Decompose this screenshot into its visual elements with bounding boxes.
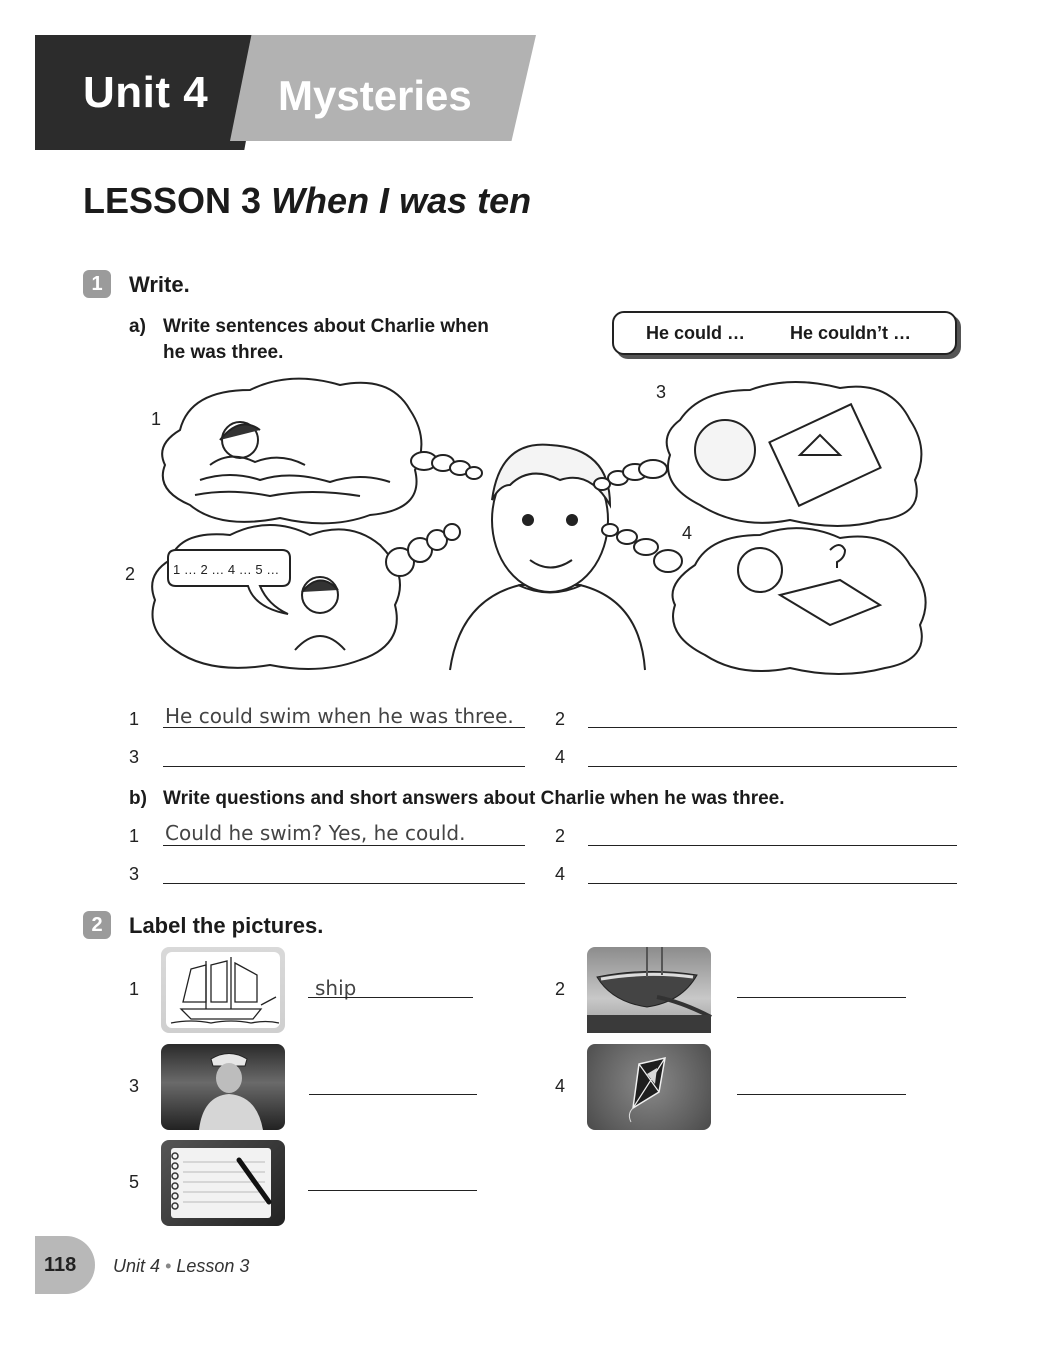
footer-breadcrumb <box>113 1256 249 1277</box>
picture-label-2: 2 <box>125 564 136 584</box>
kite-image <box>587 1044 711 1130</box>
boat-hull-image <box>587 947 711 1033</box>
answer-b-1-text: Could he swim? Yes, he could. <box>165 821 466 845</box>
part-b-instruction: Write questions and short answers about Charlie when he was three. <box>163 788 785 809</box>
lesson-label: LESSON 3 <box>83 180 262 221</box>
answer-a-num: 2 <box>555 709 566 729</box>
prompt-could: He could … <box>646 323 746 343</box>
answer-b-num: 2 <box>555 826 566 846</box>
prompt-box <box>612 311 957 355</box>
label-answer-1: ship <box>315 976 357 1000</box>
answer-b-2-line[interactable] <box>588 845 957 846</box>
label-item-num: 4 <box>555 1076 566 1096</box>
answer-a-3-line[interactable] <box>163 766 525 767</box>
exercise-1-heading: Write. <box>129 272 190 297</box>
label-item-num: 3 <box>129 1076 140 1096</box>
captain-image <box>161 1044 285 1130</box>
exercise-2-heading: Label the pictures. <box>129 913 324 938</box>
exercise-1-badge: 1 <box>83 270 111 298</box>
answer-b-num: 3 <box>129 864 140 884</box>
ship-drawing-image <box>161 947 285 1033</box>
charlie-illustration <box>125 370 940 690</box>
label-line-5[interactable] <box>308 1190 477 1191</box>
part-a-instruction-1: Write sentences about Charlie when <box>163 316 489 337</box>
footer-lesson: Lesson 3 <box>176 1256 250 1276</box>
page-number: 118 <box>44 1254 77 1276</box>
thought-cloud-swim <box>162 379 421 524</box>
label-item-num: 5 <box>129 1172 140 1192</box>
label-item-num: 1 <box>129 979 140 999</box>
answer-a-1-text: He could swim when he was three. <box>165 704 514 728</box>
captain-icon <box>161 1044 285 1130</box>
footer-unit: Unit 4 <box>113 1256 161 1276</box>
label-line-2[interactable] <box>737 997 906 998</box>
part-b-label: b) <box>129 788 147 809</box>
picture-label-4: 4 <box>682 523 693 543</box>
ship-icon <box>161 947 285 1033</box>
answer-a-num: 4 <box>555 747 566 767</box>
notebook-icon <box>161 1140 285 1226</box>
exercise-2-badge: 2 <box>83 911 111 939</box>
thought-cloud-paint <box>667 382 922 526</box>
answer-b-3-line[interactable] <box>163 883 525 884</box>
picture-label-3: 3 <box>656 382 667 402</box>
answer-a-num: 1 <box>129 709 140 729</box>
answer-a-1-line[interactable] <box>163 727 525 728</box>
prompt-couldnt: He couldn’t … <box>790 323 911 343</box>
answer-a-4-line[interactable] <box>588 766 957 767</box>
answer-b-num: 1 <box>129 826 140 846</box>
label-line-4[interactable] <box>737 1094 906 1095</box>
answer-a-num: 3 <box>129 747 140 767</box>
answer-b-1-line[interactable] <box>163 845 525 846</box>
thought-cloud-read <box>673 528 926 674</box>
speech-bubble-text: 1 … 2 … 4 … 5 … <box>173 562 280 577</box>
unit-label: Unit 4 <box>83 68 209 117</box>
label-item-num: 2 <box>555 979 566 999</box>
thought-cloud-count <box>152 525 400 669</box>
notebook-image <box>161 1140 285 1226</box>
part-a-instruction-2: he was three. <box>163 342 284 363</box>
label-line-3[interactable] <box>309 1094 477 1095</box>
answer-b-num: 4 <box>555 864 566 884</box>
answer-b-4-line[interactable] <box>588 883 957 884</box>
lesson-subtitle: When I was ten <box>271 180 532 221</box>
label-line-1[interactable] <box>308 997 473 998</box>
unit-title: Mysteries <box>278 72 472 119</box>
part-a-label: a) <box>129 316 146 337</box>
picture-label-1: 1 <box>151 409 162 429</box>
kite-icon <box>587 1044 711 1130</box>
footer-separator: • <box>165 1256 172 1276</box>
boat-icon <box>587 947 711 1033</box>
lesson-title <box>83 180 531 222</box>
answer-a-2-line[interactable] <box>588 727 957 728</box>
